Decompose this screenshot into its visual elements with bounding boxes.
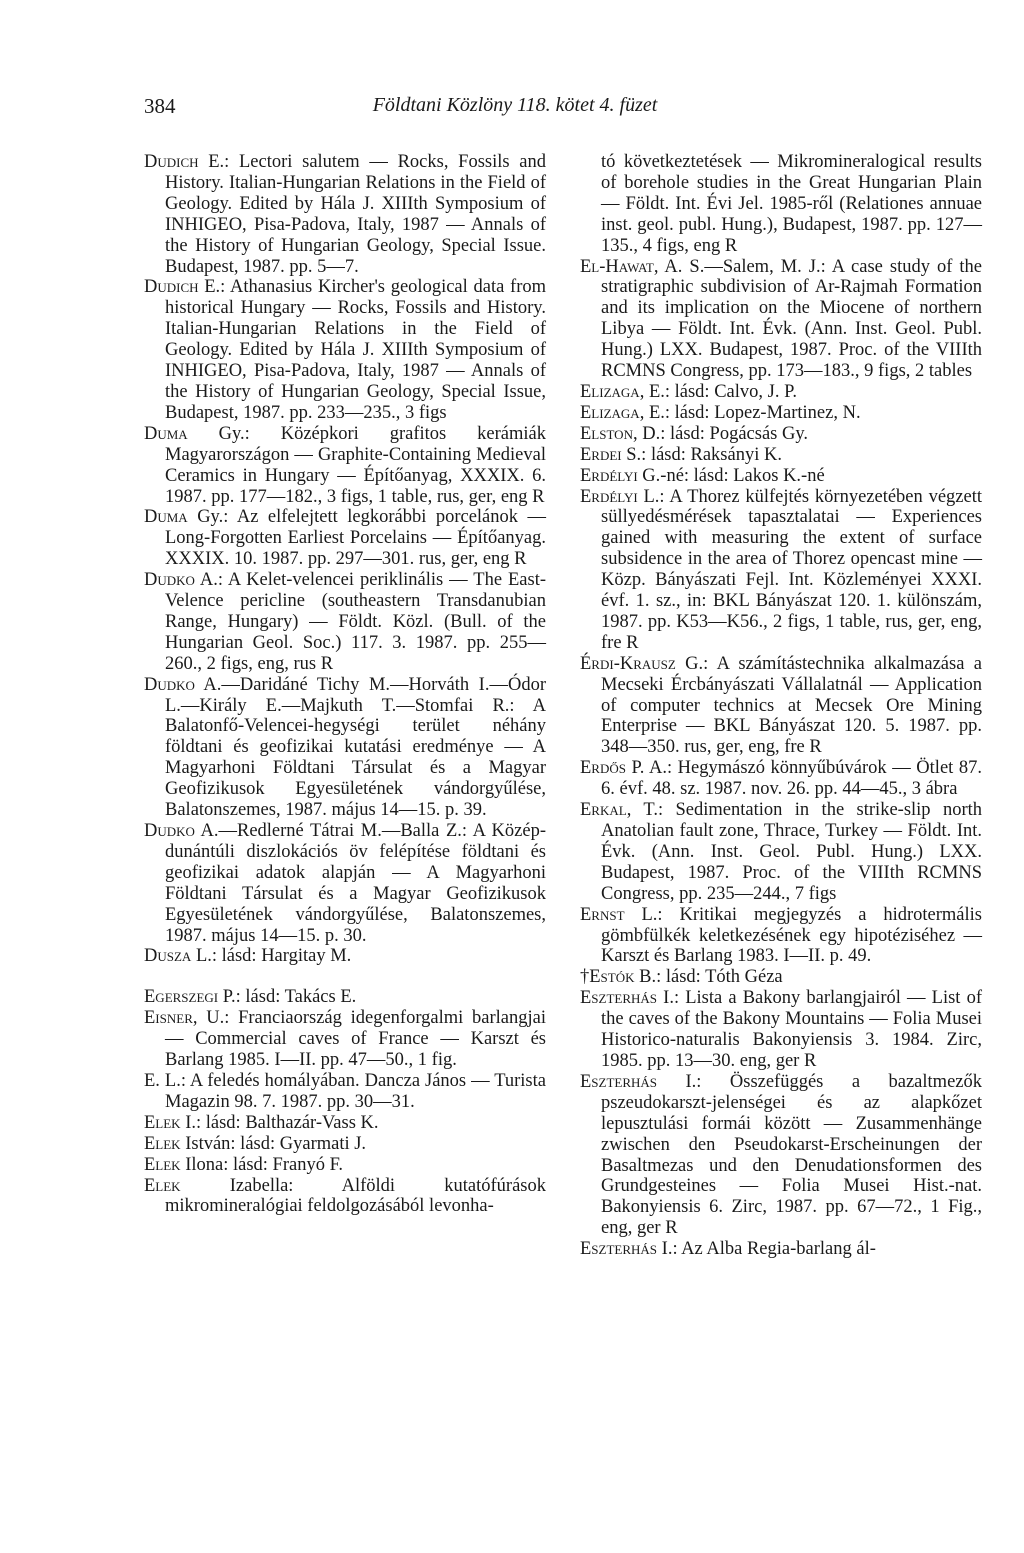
entry-text: L.: Kritikai megjegyzés a hidrotermális gömbfülkék keletkezésének egy hipotéziséhez — Karszt és Barlang 1983. I—II. p. 49. — [601, 904, 982, 967]
entry-text: , E.: lásd: Calvo, J. P. — [639, 381, 797, 402]
bibliography-entry — [144, 152, 546, 277]
bibliography-entry — [580, 800, 982, 905]
right-column — [580, 152, 982, 1260]
entry-author: Dudko — [144, 570, 195, 591]
entry-text: Ilona: lásd: Franyó F. — [180, 1154, 344, 1175]
entry-author: Elizaga — [580, 381, 640, 402]
entry-author: Elek — [144, 1175, 181, 1196]
entry-text: I.: Összefüggés a bazaltmezők pszeudokarszt-jelenségei és az alapkőzet lepusztulási formái között — Zusammenhänge zwischen den Pseudokarst-Erscheinungen der Basaltmezas und den Denudationsformen des Grundgesteines — Folia Musei Hist.-nat. Bakonyiensis 6. Zirc, 1987. pp. 67—72., 1 Fig., eng, ger R — [601, 1071, 982, 1239]
bibliography-entry — [580, 382, 982, 403]
entry-author: Erdős — [580, 758, 626, 779]
entry-author: E. L. — [144, 1070, 181, 1091]
entry-author: Duma — [144, 423, 188, 444]
bibliography-entry — [580, 905, 982, 968]
bibliography-entry — [144, 1071, 546, 1113]
entry-author: Egerszegi — [144, 987, 219, 1008]
bibliography-entry — [144, 675, 546, 821]
entry-author: Ernst — [580, 904, 625, 925]
entry-author: Dudko — [144, 674, 195, 695]
entry-author: El-Hawat — [580, 256, 654, 277]
entry-text: Izabella: Alföldi kutatófúrások mikromineralógiai feldolgozásából levonha- — [165, 1175, 546, 1217]
entry-text: P.: lásd: Takács E. — [218, 987, 357, 1008]
bibliography-entry — [580, 758, 982, 800]
bibliography-entry — [580, 424, 982, 445]
page-number: 384 — [144, 94, 176, 118]
bibliography-entry — [580, 445, 982, 466]
bibliography-entry — [580, 257, 982, 382]
entry-author: Elizaga — [580, 402, 640, 423]
bibliography-entry — [580, 967, 982, 988]
entry-text: I.: lásd: Balthazár-Vass K. — [180, 1112, 379, 1133]
bibliography-entry — [144, 1176, 546, 1218]
entry-text: S.: lásd: Raksányi K. — [621, 444, 782, 465]
bibliography-entry — [144, 1155, 546, 1176]
bibliography-entry — [580, 487, 982, 654]
entry-text: : A feledés homályában. Dancza János — Turista Magazin 98. 7. 1987. pp. 30—31. — [165, 1070, 546, 1112]
entry-author: Eszterhás — [580, 1071, 658, 1092]
entry-text: G.-né: lásd: Lakos K.-né — [637, 465, 825, 486]
bibliography-entry — [144, 277, 546, 423]
entry-text: tó következtetések — Mikromineralogical results of borehole studies in the Great Hungarian Plain — Földt. Int. Évi Jel. 1985-ről (Relationes annuae inst. geol. publ. Hung.), Budapest, 1987. pp. 127—135., 4 figs, eng R — [601, 152, 982, 256]
bibliography-entry — [580, 988, 982, 1072]
entry-text: A.: A Kelet-velencei periklinális — The East-Velence pericline (southeastern Transdanubian Range, Hungary) — Földt. Közl. (Bull. of the Hungarian Geol. Soc.) 117. 3. 1987. pp. 255—260., 2 figs, eng, rus R — [165, 570, 546, 674]
bibliography-entry — [144, 987, 546, 1008]
bibliography-entry — [580, 654, 982, 759]
left-column — [144, 152, 546, 1217]
entry-text: I.: Az Alba Regia-barlang ál- — [657, 1239, 876, 1260]
bibliography-entry — [144, 1113, 546, 1134]
entry-text: A.—Redlerné Tátrai M.—Balla Z.: A Közép-dunántúli diszlokációs öv felépítése földtani és geofizikai adatok alapján — A Magyarhoni Földtani Társulat és a Magyar Geofizikusok Egyesületének vándorgyűlése, Balatonszemes, 1987. május 14—15. p. 30. — [165, 821, 546, 946]
entry-author: Erdélyi — [580, 486, 638, 507]
entry-author: Eisner — [144, 1008, 193, 1029]
entry-text: Gy.: Az elfelejtett legkorábbi porcelánok — Long-Forgotten Earliest Porcelains — Építőanyag. XXXIX. 10. 1987. pp. 297—301. rus, ger, eng R — [165, 507, 546, 570]
entry-author: Elek — [144, 1133, 181, 1154]
page-header — [144, 94, 886, 122]
entry-author: Dudko — [144, 821, 195, 841]
bibliography-entry — [144, 1008, 546, 1071]
entry-text: , A. S.—Salem, M. J.: A case study of the stratigraphic subdivision of Ar-Rajmah Formation and its implication on the Miocene of northern Libya — Földt. Int. Évk. (Ann. Inst. Geol. Publ. Hung.) LXX. Budapest, 1987. Proc. of the VIIIth RCMNS Congress, pp. 173—183., 9 figs, 2 tables — [601, 256, 982, 382]
entry-author: Duma — [144, 507, 188, 528]
entry-text: István: lásd: Gyarmati J. — [180, 1133, 367, 1154]
bibliography-entry — [580, 403, 982, 424]
entry-text: , E.: lásd: Lopez-Martinez, N. — [639, 402, 861, 423]
entry-author: Elek — [144, 1112, 181, 1133]
entry-text: , D.: lásd: Pogácsás Gy. — [632, 423, 809, 444]
entry-author: Dudich — [144, 277, 199, 298]
entry-text: L.: A Thorez külfejtés környezetében végzett süllyedésmérések tapasztalatai — Experiences gained with measuring the extent of surface subsidence in the area of Thorez opencast mine — Közp. Bányászati Fejl. Int. Közleményei XXXI. évf. 1. sz., in: BKL Bányászat 120. 1. különszám, 1987. pp. K53—K56., 2 figs, 1 table, rus, ger, eng, fre R — [601, 486, 982, 653]
bibliography-entry — [144, 507, 546, 570]
bibliography-entry — [580, 1072, 982, 1239]
entry-text: G.: A számítástechnika alkalmazása a Mecseki Ércbányászati Vállalatnál — Application of computer technics at Mecsek Ore Mining Enterprise — BKL Bányászat 120. 5. 1987. pp. 348—350. rus, ger, eng, fre R — [601, 653, 982, 758]
bibliography-entry — [580, 1239, 982, 1260]
entry-author: Elek — [144, 1154, 181, 1175]
entry-author: Erkal — [580, 800, 627, 821]
entry-text: , U.: Franciaország idegenforgalmi barlangjai — Commercial caves of France — Karszt és Barlang 1985. I—II. pp. 47—50., 1 fig. — [165, 1008, 546, 1071]
entry-text: P. A.: Hegymászó könnyűbúvárok — Ötlet 87. 6. évf. 48. sz. 1987. nov. 26. pp. 44—45., 3 ábra — [601, 758, 982, 800]
entry-text: I.: Lista a Bakony barlangjairól — List of the caves of the Bakony Mountains — Folia Musei Historico-naturalis Bakonyiensis 3. 1984. Zirc, 1985. pp. 13—30. eng, ger R — [601, 988, 982, 1071]
bibliography-entry — [580, 152, 982, 257]
bibliography-entry — [144, 570, 546, 675]
entry-author: Érdi-Krausz — [580, 653, 676, 674]
entry-text: B.: lásd: Tóth Géza — [634, 967, 783, 988]
entry-text: E.: Athanasius Kircher's geological data from historical Hungary — Rocks, Fossils and History. Italian-Hungarian Relations in the Field of Geology. Edited by Hála J. XIIIth Symposium of INHIGEO, Pisa-Padova, Italy, 1987 — Annals of the History of Hungarian Geology, Special Issue, Budapest, 1987. pp. 233—235., 3 figs — [165, 277, 546, 423]
bibliography-entry — [580, 466, 982, 487]
bibliography-entry — [144, 946, 546, 967]
entry-author: Eszterhás — [580, 1239, 658, 1260]
entry-author: Elston — [580, 423, 633, 444]
entry-author: Dudich — [144, 152, 199, 172]
journal-title: Földtani Közlöny 118. kötet 4. füzet — [372, 94, 658, 116]
bibliography-entry — [144, 821, 546, 946]
bibliography-entry — [144, 424, 546, 508]
entry-text: L.: lásd: Hargitay M. — [191, 946, 352, 967]
entry-text: , T.: Sedimentation in the strike-slip north Anatolian fault zone, Thrace, Turkey — Földt. Int. Évk. (Ann. Inst. Geol. Publ. Hung.) LXX. Budapest, 1987. Proc. of the VIIIth RCMNS Congress, pp. 235—244., 7 figs — [601, 800, 982, 904]
entry-author: †Estók — [580, 967, 635, 988]
entry-author: Dusza — [144, 946, 192, 967]
entry-text: E.: Lectori salutem — Rocks, Fossils and History. Italian-Hungarian Relations in the Field of Geology. Edited by Hála J. XIIIth Symposium of INHIGEO, Pisa-Padova, Italy, 1987 — Annals of the History of Hungarian Geology, Special Issue. Budapest, 1987. pp. 5—7. — [165, 152, 546, 277]
entry-author: Erdei — [580, 444, 622, 465]
entry-text: Gy.: Középkori grafitos kerámiák Magyarországon — Graphite-Containing Medieval Ceramics in Hungary — Építőanyag, XXXIX. 6. 1987. pp. 177—182., 3 figs, 1 table, rus, ger, eng R — [165, 423, 546, 507]
entry-author: Erdélyi — [580, 465, 638, 486]
entry-author: Eszterhás — [580, 988, 658, 1009]
bibliography-entry — [144, 1134, 546, 1155]
entry-text: A.—Daridáné Tichy M.—Horváth I.—Ódor L.—Király E.—Majkuth T.—Stomfai R.: A Balatonfő-Velencei-hegységi terület néhány földtani és geofizikai kutatási eredménye — A Magyarhoni Földtani Társulat és a Magyar Geofizikusok Egyesületének vándorgyűlése, Balatonszemes, 1987. május 14—15. p. 39. — [165, 674, 546, 821]
